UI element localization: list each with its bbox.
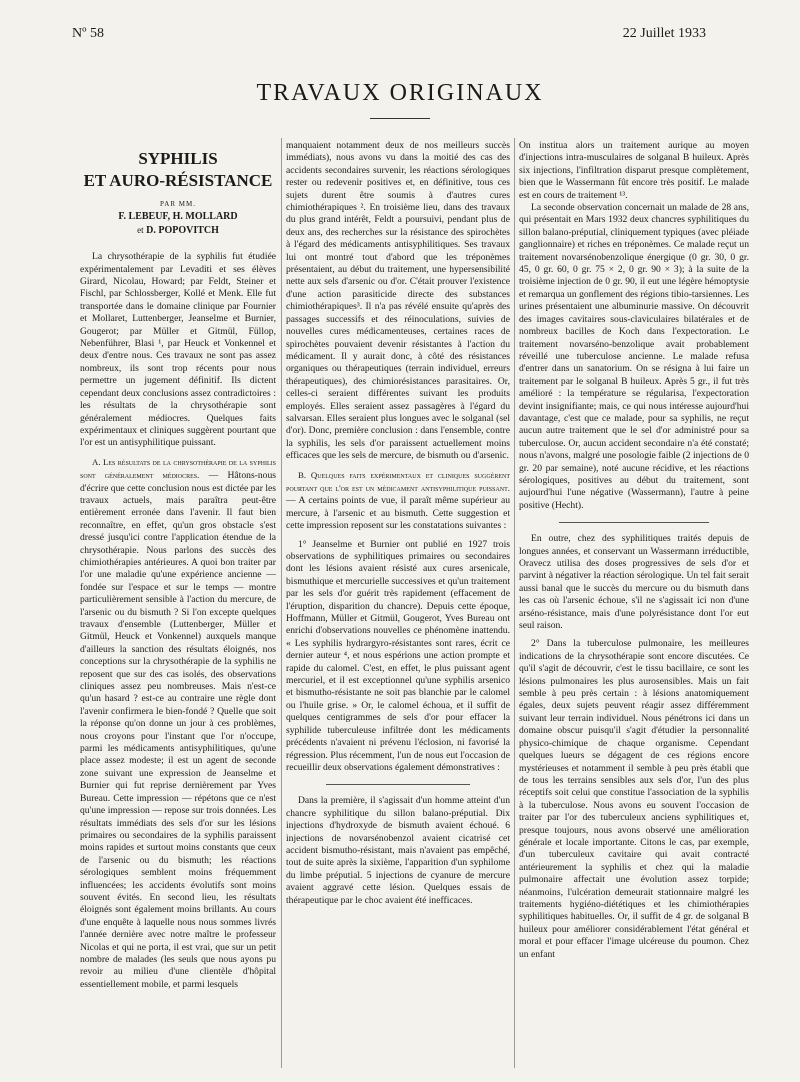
- article-title-line-1: SYPHILIS: [138, 149, 218, 168]
- issue-date: 22 Juillet 1933: [622, 26, 706, 41]
- col3-paragraph-3: En outre, chez des syphilitiques traités depuis de longues années, et conservant un Wassermann irréductible, Oravecz utilisa des doses progressives de sels d'or et parvint à négativer la réaction sérologique. Un tel fait serait aussi banal que le succès du mercure ou du bismuth dans les cas où l'arsenic échoue, s'il ne s'agissait ici non d'une arséno-résistance, mais d'une polyrésistance dont l'or eut seul raison.: [519, 533, 749, 632]
- col3-paragraph-4: 2° Dans la tuberculose pulmonaire, les meilleures indications de la chrysothérapie sont encore discutées. Ce qu'il s'agit de découvrir, c'est le tissu bacillaire, ce sont les lésions pulmonaires les plus aurosensibles. Mais un fait semble à peu près certain : à lésions anatomiquement égales, deux sujets peuvent réagir assez différemment suivant leur terrain individuel. Nous pénétrons ici dans un domaine obscur puisqu'il s'agit d'étudier la personnalité physico-chimique de chaque organisme. Cependant quelques lueurs se dégagent de ces régions encore mystérieuses et notamment il semble à peu près établi que de tous les terrains sensibles aux sels d'or, l'un des plus réceptifs soit celui que constitue l'association de la syphilis à la tuberculose. Nous avons eu souvent l'occasion de traiter par l'or des tuberculeux anciens syphilitiques et, presque toujours, nous avons observé une amélioration générale et locale importante. Citons le cas, par exemple, d'un tuberculeux cavitaire qui avait contracté antérieurement la syphilis et chez qui la maladie pulmonaire affectait une évolution assez torpide; néanmoins, l'ulcération demeurait stationnaire malgré les traitements hygiéno-diététiques et les chimiothérapies syphilitiques habituelles. Or, il suffit de 4 gr. de solganal B huileux pour améliorer considérablement l'état général et moral et pour effacer l'image ulcéreuse du poumon. Chez un enfant: [519, 638, 749, 960]
- col2-paragraph-4: Dans la première, il s'agissait d'un homme atteint d'un chancre syphilitique du sillon balano-préputial. Dix injections d'hydroxyde de bismuth avaient échoué. 6 injections de novarsénobenzol avaient cicatrisé cet accident bismutho-résistant, mais n'avaient pas empêché, tout de suite après la sixième, l'apparition d'un syphilome du limbe préputial. 5 injections de cyanure de mercure avaient aggravé cette lésion. Quelques essais de thérapeutique par le choc avaient été inefficaces.: [286, 795, 510, 906]
- col2-paragraph-3: 1° Jeanselme et Burnier ont publié en 1927 trois observations de syphilitiques primaires ou secondaires dont les lésions avaient résisté aux cures arsenicale, bismuthique et mercurielle successives et qu'un traitement par les sels d'or guérit très rapidement (effacement de l'éruption, disparition du chancre). Depuis cette époque, Hoffmann, Müller et Gitmül, Gougerot, Yves Bureau ont enrichi d'observations nouvelles ce phénomène inattendu. « Les syphilis hydrargyro-résistantes sont rares, écrit ce dernier auteur ⁴, et nous espérions une action prompte et rapide du calomel. C'est, en effet, le plus puissant agent mercuriel, et il est exceptionnel qu'une syphilis arsenico et bismutho-résistante ne soit pas blanchie par le calomel ou l'huile grise. » Or, le calomel échoua, et il suffit de quelques centigrammes de sels d'or pour effacer la syphilide tuberculeuse infiltrée dont les médicaments précédents n'avaient ni prévenu l'éclosion, ni favorisé la régression. Plus récemment, l'un de nous eut l'occasion de recueillir deux observations également démonstratives :: [286, 538, 510, 773]
- section-b-heading: B. Quelques faits expérimentaux et cliniques suggèrent pourtant que l'or est un médicament antisyphilitique puissant.: [286, 469, 510, 493]
- title-rule: [370, 118, 430, 119]
- section-b-text: A certains points de vue, il paraît même supérieur au mercure, à l'arsenic et au bismuth. Cette suggestion et cette impression reposent sur les constatations suivantes :: [286, 495, 511, 532]
- observation-separator: [326, 784, 470, 785]
- article-title: [80, 148, 276, 192]
- col3-paragraph-2: La seconde observation concernait un malade de 28 ans, qui présentait en Mars 1932 deux chancres syphilitiques du sillon balano-préputial, cliniquement typiques (avec pléiade ganglionnaire) et riches en tréponèmes. Ce malade reçut un traitement novarsénobenzolique énergique (0 gr. 30, 0 gr. 45, 0 gr. 60, 0 gr. 75 × 2, 0 gr. 90 × 3); à la suite de la troisième injection de 0 gr. 90, il eut une légère hémoptysie et remarqua un gonflement des régions tibio-tarsiennes. Les urines présentaient une albuminurie massive. On découvrit des images cavitaires sous-claviculaires bilatérales et de nombreux bacilles de Koch dans l'expectoration. Le traitement novarséno-benzolique avait probablement réveillé une tuberculose ancienne. Le malade refusa d'entrer dans un sanatorium. On se résigna à lui faire un traitement par le solganal B huileux. Après 5 gr., il fut très amélioré : la température se régularisa, l'expectoration devint insignifiante; mais, ce qui nous intéresse aujourd'hui davantage, c'est que ce malade, pour sa syphilis, ne reçut aucun autre traitement que le sel d'or administré pour sa tuberculose. Or, aucun accident secondaire n'a été constaté; nous n'avons, malgré une posologie faible (2 injections de 0 gr. 20 par semaine), noté aucune récidive, et les réactions sérologiques, positives au début du traitement, sont aujourd'hui l'une négative (Wassermann), l'autre à peine positive (Hecht).: [519, 202, 749, 511]
- author-last-name: D. POPOVITCH: [146, 224, 219, 236]
- observation-separator: [559, 522, 709, 523]
- section-b-paragraph: B. Quelques faits expérimentaux et cliniques suggèrent pourtant que l'or est un médicament antisyphilitique puissant. — A certains points de vue, il paraît même supérieur au mercure, à l'arsenic et au bismuth. Cette suggestion et cette impression reposent sur les constatations suivantes :: [286, 469, 511, 532]
- column-divider: [281, 138, 282, 1068]
- column-1: [80, 140, 276, 991]
- section-a-paragraph: A. Les résultats de la chrysothérapie de la syphilis sont généralement médiocres. — Hâtons-nous d'écrire que cette conclusion nous est dictée par les travaux actuels, mais paraîtra peut-être entièrement erronée dans l'avenir. Il faut bien reconnaître, en effet, qu'un gros obstacle s'est dressé jusqu'ici contre l'application étendue de la chrysothérapie. Nous parlons des succès des chimiothérapies antérieures. A quoi bon traiter par l'or une maladie qu'une expérience ancienne — fondée sur l'espace et sur le temps — montre particulièrement sensible à l'action du mercure, de l'arsenic ou du bismuth ? Si l'on excepte quelques travaux d'ensemble (Luttenberger, Müller et Gitmül, Heuck et Vonkennel) auxquels manque d'ailleurs la sanction des résultats éloignés, nos conceptions sur la chrysothérapie de la syphilis ne reposent que sur des cas isolés, des observations cliniques assez peu nombreuses. Mais n'est-ce qu'un hasard ? est-ce au contraire une règle dont l'avenir confirmera le bien-fondé ? Quelle que soit la réponse qu'on donne un jour à ces problèmes, nous croyons pour l'instant que l'or n'occupe, parmi les médicaments antisyphilitiques, qu'une place assez modeste; il est un agent de seconde zone suivant une expression de Jeanselme et Burnier qui fut reprise dernièrement par Yves Bureau. Cette impression — répétons que ce n'est qu'une impression — repose sur trois données. Les résultats immédiats des sels d'or sur les lésions primaires ou secondaires de la syphilis paraissent moins rapides et surtout moins constants que ceux de l'arsenic ou du bismuth; les réactions sérologiques semblent moins fréquemment influencées; les accidents évolutifs sont moins souvent évités. En second lieu, les résultats éloignés sont également moins brillants. Au cours d'une enquête à laquelle nous nous sommes livrés l'année dernière avec notre maître le professeur Nicolas et qui ne porta, il est vrai, que sur un petit nombre de malades (les seuls que nous ayons pu revoir au milieu d'une clientèle d'hôpital essentiellement mobile, et parmi lesquels: [80, 456, 276, 990]
- authors: F. LEBEUF, H. MOLLARD: [118, 211, 238, 223]
- column-divider: [514, 138, 515, 1068]
- issue-number: Nº 58: [72, 26, 104, 41]
- byline-par: PAR MM.: [160, 200, 196, 208]
- author-last: [80, 224, 276, 237]
- col2-paragraph-1: manquaient notamment deux de nos meilleurs succès immédiats), nous avons vu dans la moitié des cas des accidents secondaires survenir, les réactions sérologiques rester ou redevenir positives et, en définitive, tous ces sujets durent être soumis à d'autres cures chimiothérapiques ². En troisième lieu, dans des travaux du plus grand intérêt, Feldt a poursuivi, pendant plus de deux ans, des recherches sur la résistance des spirochètes à l'égard des médicaments antisyphilitiques. Ses travaux lui ont montré tout d'abord que les tréponèmes présentaient, au début du traitement, une hypersensibilité nette aux sels d'arsenic ou d'or. C'était prouver l'existence d'une action parasiticide directe des substances chimiothérapiques³. Il n'a pas révélé ensuite qu'après des passages successifs et des réinoculations, suivies de nouvelles cures médicamenteuses, certaines races de spirochètes pouvaient devenir résistantes à l'action du médicament. Il y aurait donc, à côté des résistances organiques ou thérapeutiques (terrain individuel, erreurs thérapeutiques), des chimiorésistances parasitaires. Or, celles-ci seraient différentes suivant les produits employés. Elles seraient assez passagères à l'égard du salvarsan. Elles seraient plus longues avec le solganal (sel d'or). Donc, première conclusion : dans l'ensemble, contre la syphilis, les sels d'or paraissent actuellement moins efficaces que les sels de mercure, de bismuth ou d'arsenic.: [286, 140, 510, 462]
- column-2: [286, 140, 510, 907]
- section-a-text: Hâtons-nous d'écrire que cette conclusion nous est dictée par les travaux actuels, mais paraîtra peut-être entièrement erronée dans l'avenir. Il faut bien reconnaître, en effet, qu'un gros obstacle s'est dressé jusqu'ici contre l'application étendue de la chrysothérapie. Nous parlons des succès des chimiothérapies antérieures. A quoi bon traiter par l'or une maladie qu'une expérience ancienne — fondée sur l'espace et sur le temps — montre particulièrement sensible à l'action du mercure, de l'arsenic ou du bismuth ? Si l'on excepte quelques travaux d'ensemble (Luttenberger, Müller et Gitmül, Heuck et Vonkennel) auxquels manque d'ailleurs la sanction des résultats éloignés, nos conceptions sur la chrysothérapie de la syphilis ne reposent que sur des cas isolés, des observations cliniques assez peu nombreuses. Mais n'est-ce qu'un hasard ? est-ce au contraire une règle dont l'avenir confirmera le bien-fondé ? Quelle que soit la réponse qu'on donne un jour à ces problèmes, nous croyons pour l'instant que l'or n'occupe, parmi les médicaments antisyphilitiques, qu'une place assez modeste; il est un agent de seconde zone suivant une expression de Jeanselme et Burnier qui fut reprise dernièrement par Yves Bureau. Cette impression — répétons que ce n'est qu'une impression — repose sur trois données. Les résultats immédiats des sels d'or sur les lésions primaires ou secondaires de la syphilis paraissent moins rapides et surtout moins constants que ceux de l'arsenic ou du bismuth; les réactions sérologiques semblent moins fréquemment influencées; les accidents évolutifs sont moins souvent évités. En second lieu, les résultats éloignés sont également moins brillants. Au cours d'une enquête à laquelle nous nous sommes livrés l'année dernière avec notre maître le professeur Nicolas et qui ne porta, il est vrai, que sur un petit nombre de malades (les seuls que nous ayons pu revoir au milieu d'une clientèle d'hôpital essentiellement mobile, et parmi lesquels: [80, 470, 276, 990]
- intro-paragraph: La chrysothérapie de la syphilis fut étudiée expérimentalement par Levaditi et ses élèves Girard, Nicolau, Howard; par Feldt, Steiner et Fischl, par Schlossberger, Kollé et Menk. Elle fut transportée dans le domaine clinique par Fournier et Mollaret, Luttenberger, Jeanselme et Burnier, Gougerot; par Müller et Gitmül, Füllop, Nebenführer, Blasi ¹, par Heuck et Vonkennel et deux d'entre nous. Ces travaux ne sont pas assez nombreux, ils sont trop récents pour nous permettre un jugement définitif. Ils dictent cependant deux conclusions assez contradictoires : les résultats de la chrysothérapie sont généralement médiocres. Quelques faits expérimentaux et cliniques suggèrent pourtant que l'or est un antisyphilitique puissant.: [80, 251, 276, 449]
- article-title-line-2: ET AURO-RÉSISTANCE: [83, 171, 273, 190]
- section-a-heading: A. Les résultats de la chrysothérapie de la syphilis sont généralement médiocres.: [80, 456, 276, 481]
- section-title: TRAVAUX ORIGINAUX: [256, 80, 544, 106]
- col3-paragraph-1: On institua alors un traitement aurique au moyen d'injections intra-musculaires de solganal B huileux. Après six injections, l'infiltration disparut presque complètement, bien que le Wassermann fût encore très positif. Le malade est en cours de traitement ¹³.: [519, 140, 749, 201]
- author-last-prefix: et: [137, 224, 144, 235]
- column-3: [519, 140, 749, 961]
